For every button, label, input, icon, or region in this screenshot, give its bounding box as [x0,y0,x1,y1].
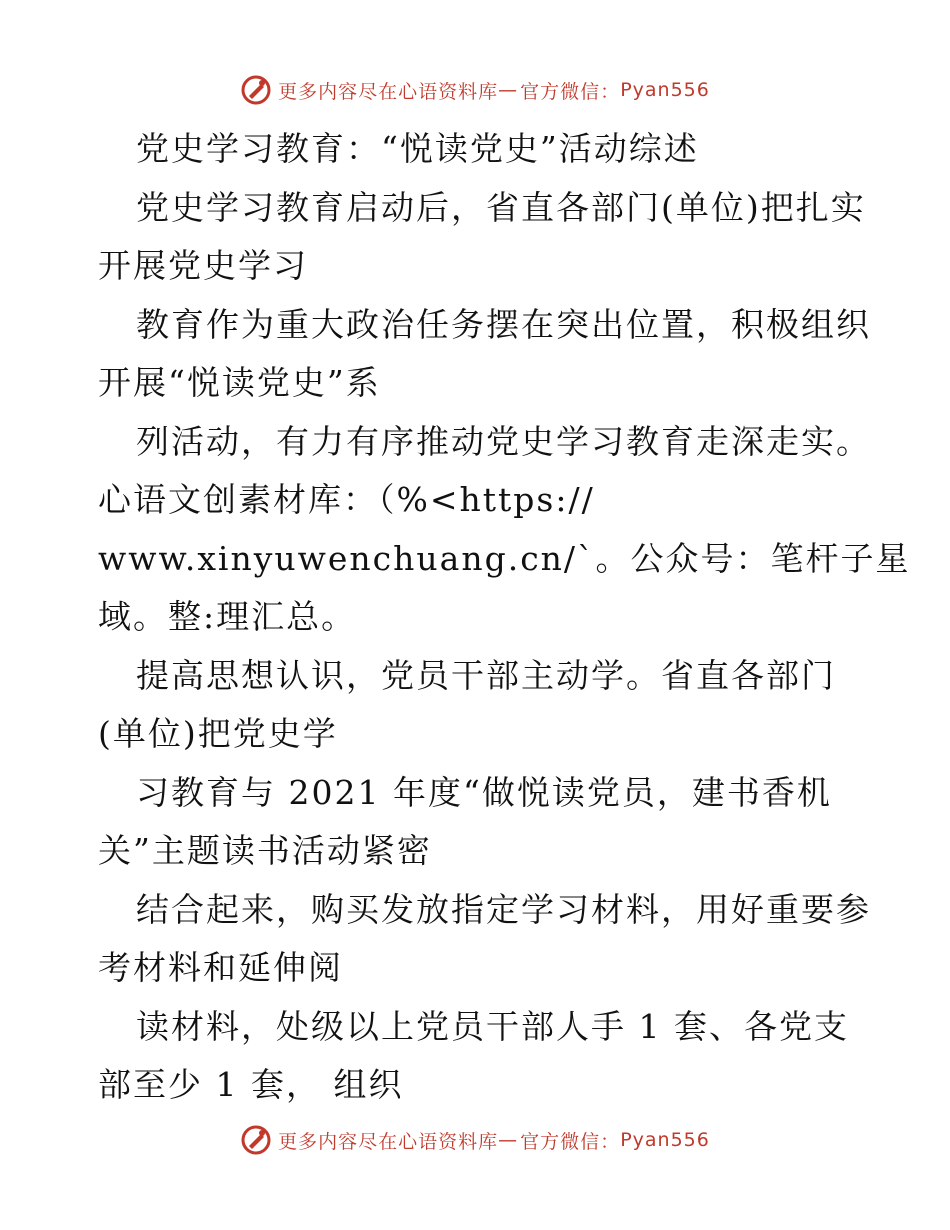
brand-logo-icon [240,1124,272,1156]
paragraph-line: 提高思想认识，党员干部主动学。省直各部门 [136,655,836,695]
banner-wechat-id: Pyan556 [620,79,710,101]
paragraph-line: www.xinyuwenchuang.cn/`。公众号：笔杆子星 [98,538,911,578]
document-body [98,120,911,1115]
paragraph-line: (单位)把党史学 [98,714,338,753]
banner-wechat-label: 官方微信： [520,80,621,103]
paragraph-line: 域。整:理汇总。 [98,597,357,636]
paragraph-line: 党史学习教育启动后，省直各部门(单位)把扎实 [136,187,866,227]
paragraph-line: 关”主题读书活动紧密 [98,831,432,870]
banner-wechat-label: 官方微信： [520,1130,621,1153]
header-banner [0,70,950,110]
brand-logo-icon [240,74,272,106]
paragraph-line: 习教育与 2021 年度“做悦读党员，建书香机 [136,772,832,812]
paragraph-line: 部至少 1 套， 组织 [98,1065,404,1104]
banner-dash: — [498,79,519,101]
paragraph-line: 结合起来，购买发放指定学习材料，用好重要参 [136,889,871,929]
paragraph-line: 教育作为重大政治任务摆在突出位置，积极组织 [136,304,871,344]
paragraph-line: 开展“悦读党史”系 [98,363,381,402]
footer-banner [0,1120,950,1160]
banner-text: 更多内容尽在心语资料库 [278,1130,499,1153]
paragraph-line: 考材料和延伸阅 [98,948,343,987]
paragraph-line: 心语文创素材库：（%<https:// [98,480,595,519]
paragraph-line: 列活动，有力有序推动党史学习教育走深走实。 [136,421,871,461]
banner-wechat-id: Pyan556 [620,1129,710,1151]
paragraph-line: 读材料，处级以上党员干部人手 1 套、各党支 [136,1006,849,1046]
banner-text: 更多内容尽在心语资料库 [278,80,499,103]
document-title: 党史学习教育：“悦读党史”活动综述 [136,129,699,168]
paragraph-line: 开展党史学习 [98,246,308,285]
banner-dash: — [498,1129,519,1151]
